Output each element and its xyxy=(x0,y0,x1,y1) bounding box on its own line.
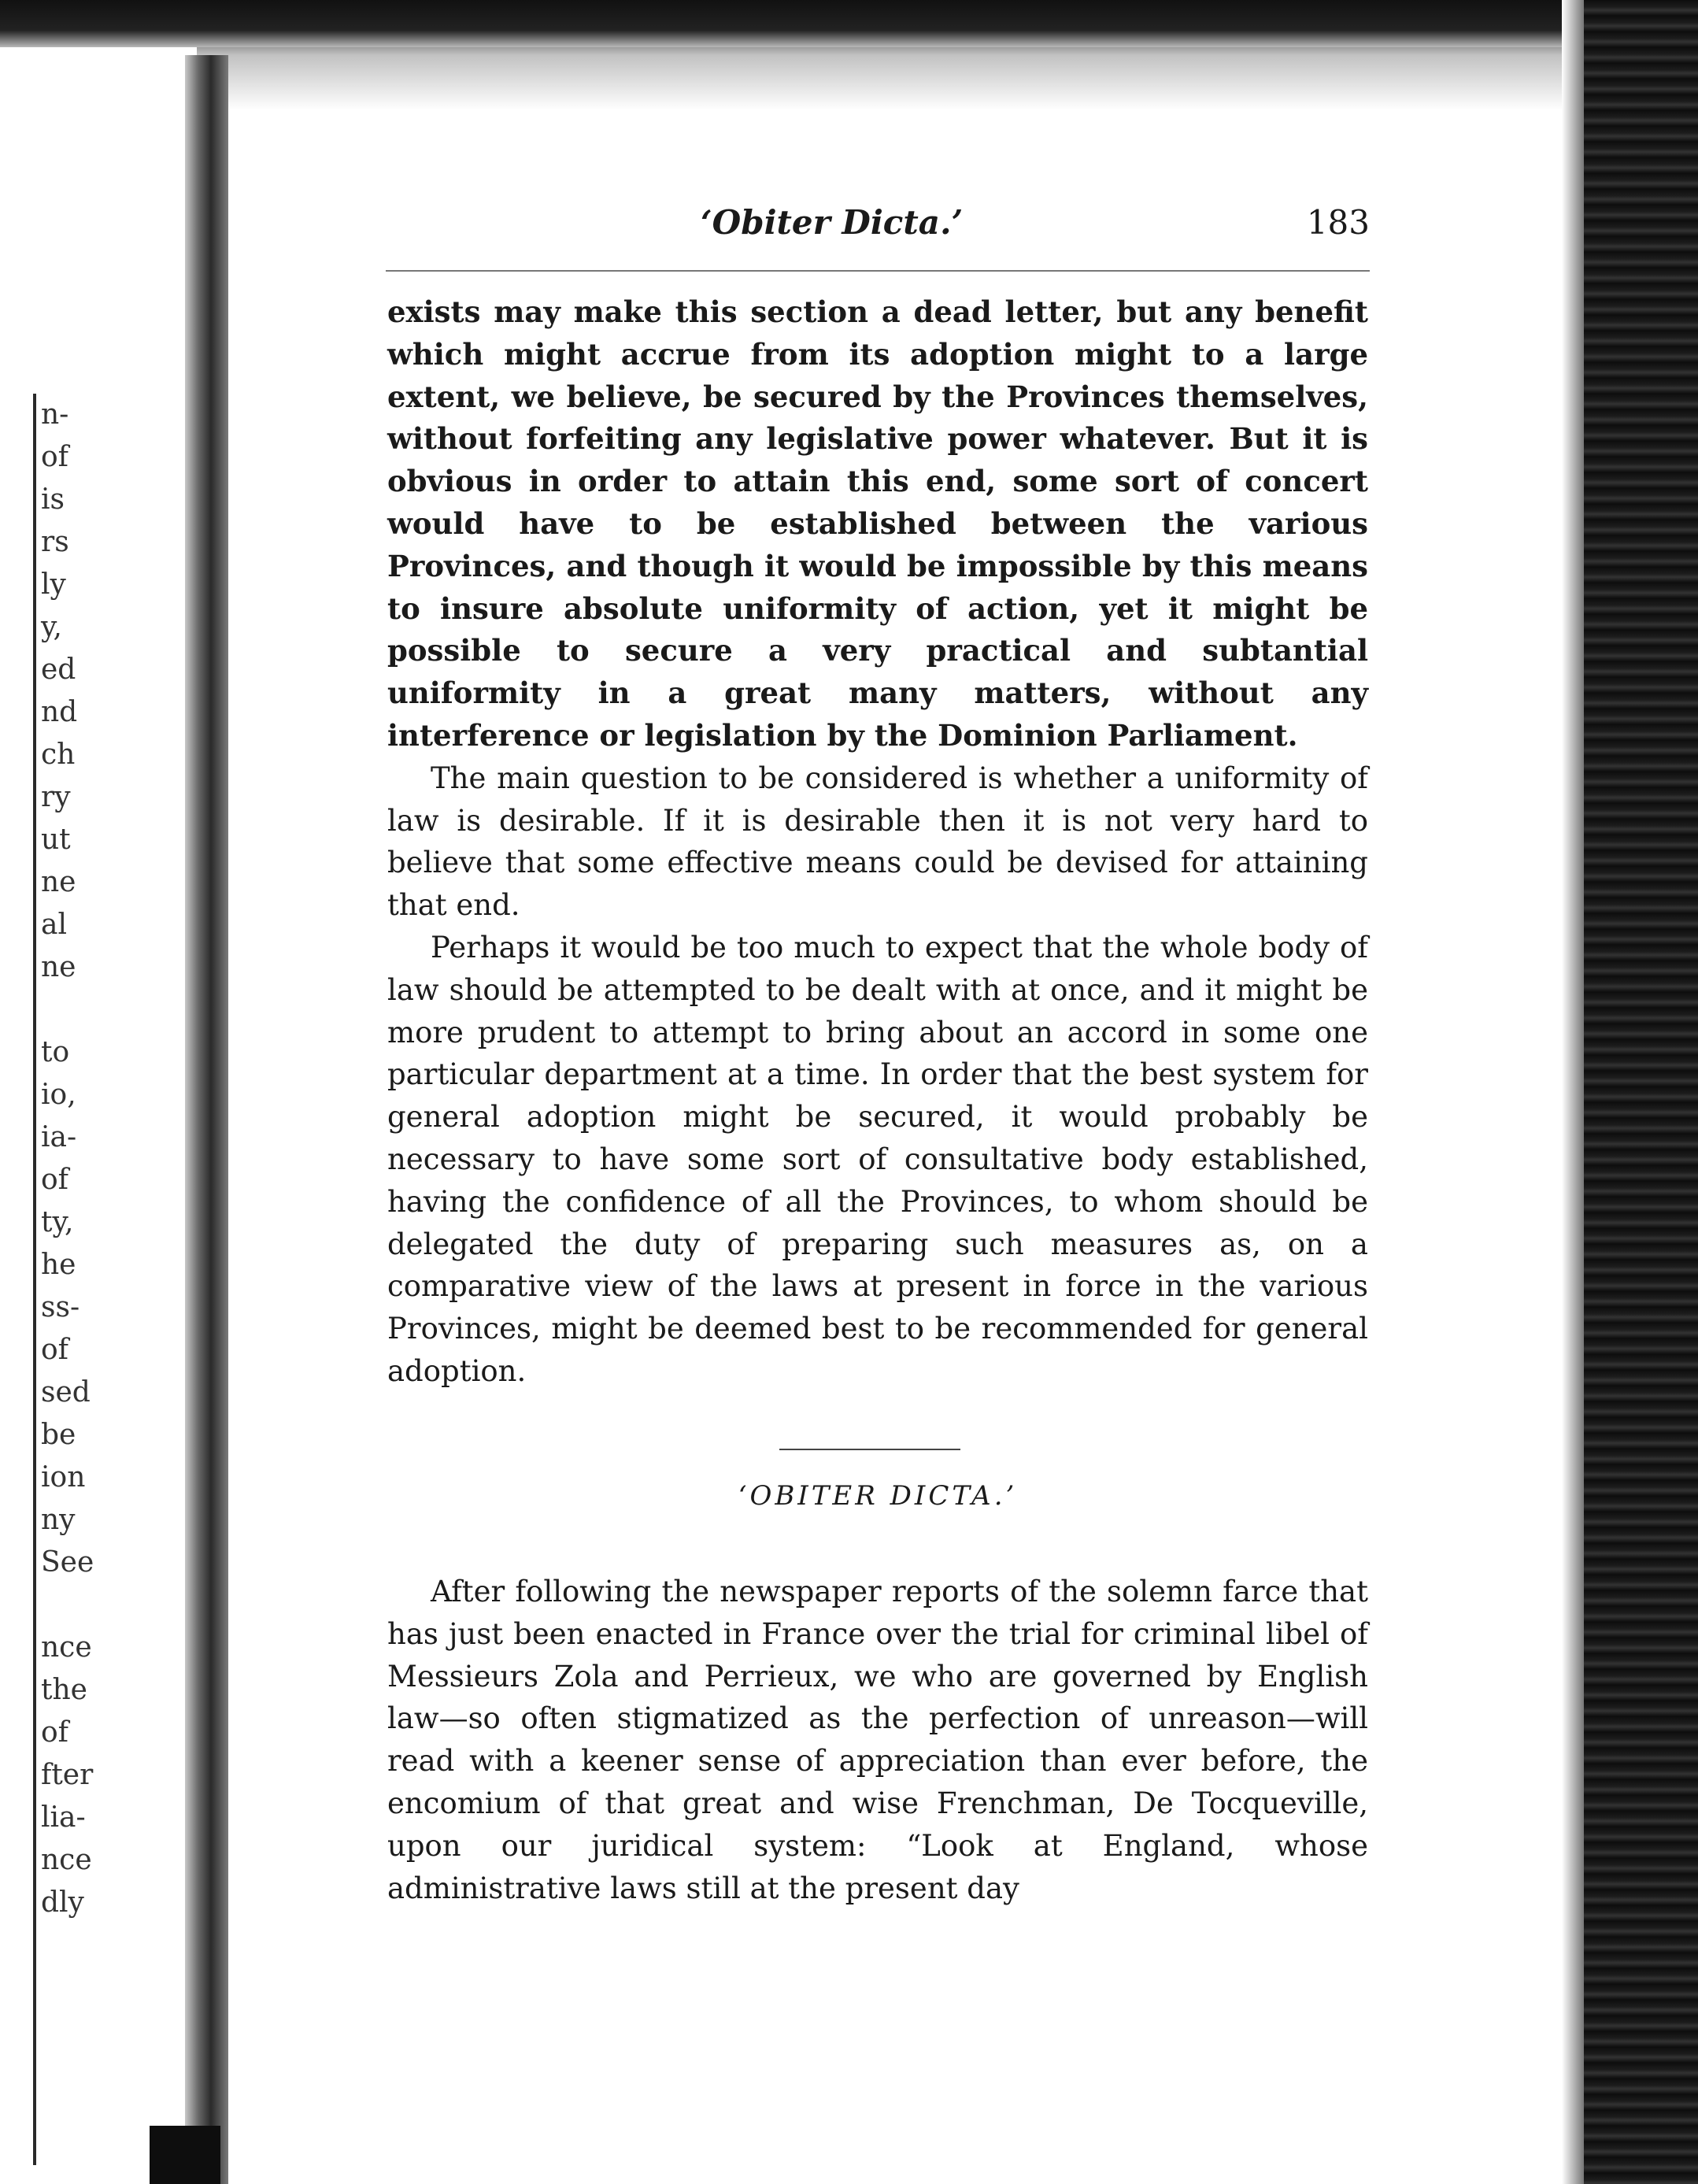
facing-page-fragment: dly xyxy=(41,1886,84,1919)
facing-page-fragment: ss- xyxy=(41,1291,80,1323)
facing-page-fragment: is xyxy=(41,483,65,516)
facing-page-fragment: ch xyxy=(41,738,76,771)
facing-page-fragment xyxy=(41,989,183,1031)
facing-page-fragment: ia- xyxy=(41,1121,77,1153)
facing-page-fragment: ion xyxy=(41,1461,86,1494)
facing-page-fragment: lia- xyxy=(41,1801,86,1834)
facing-page-fragment: to xyxy=(41,1036,70,1068)
facing-page-fragment: of xyxy=(41,1334,68,1366)
page-number: 183 xyxy=(1306,203,1370,242)
running-head-title: ‘Obiter Dicta.’ xyxy=(701,203,964,242)
facing-page-fragment: ry xyxy=(41,781,71,813)
facing-page-fragment xyxy=(41,1584,183,1627)
facing-page-fragment: sed xyxy=(41,1376,91,1408)
article-body xyxy=(387,291,1368,1393)
facing-page-fragment: n- xyxy=(41,398,69,431)
facing-page-fragment: y, xyxy=(41,611,62,643)
facing-page-fragment: io, xyxy=(41,1079,76,1111)
facing-page-fragment: of xyxy=(41,1716,68,1749)
facing-page-fragment: fter xyxy=(41,1759,94,1791)
facing-page-fragment: nce xyxy=(41,1844,92,1876)
facing-page-fragment: the xyxy=(41,1674,87,1706)
facing-page-fragment: rs xyxy=(41,526,69,558)
section-body xyxy=(387,1571,1368,1909)
header-rule xyxy=(386,270,1370,272)
book-binding-shadow xyxy=(185,55,228,2184)
facing-page-fragment: be xyxy=(41,1419,76,1451)
paragraph: Perhaps it would be too much to expect that the whole body of law should be attempted to be dealt with at once, and it might be more prudent to attempt to bring about an accord in some one particular department at a time. In order that the best system for general adoption might be secured, it would probably be necessary to have some sort of consultative body established, having the confidence of all the Provinces, to whom should be delegated the duty of preparing such measures as, on a comparative view of the laws at present in force in the various Provinces, might be deemed best to be recommended for general adoption. xyxy=(387,930,1368,1388)
facing-page-fragment: See xyxy=(41,1546,94,1579)
facing-page-fragment: nd xyxy=(41,696,78,728)
facing-page-fragment: ed xyxy=(41,653,76,686)
facing-page-fragment: of xyxy=(41,1164,68,1196)
paragraph: exists may make this section a dead letter, but any benefit which might accrue from its adoption might to a large extent, we believe, be secured by the Provinces themselves, without forfeiting any legislative power whatever. But it is obvious in order to attain this end, some sort of concert would have to be established between the various Provinces, and though it would be impossible by this means to insure absolute uniformity of action, yet it might be possible to secure a very practical and subtantial uniformity in a great many matters, without any interference or legislation by the Dominion Parliament. xyxy=(387,294,1368,753)
binding-bottom-shadow xyxy=(150,2126,220,2184)
facing-page-gutter-line xyxy=(33,394,36,2165)
scan-top-shadow xyxy=(197,47,1574,110)
paragraph: After following the newspaper reports of the solemn farce that has just been enacted in France over the trial for criminal libel of Messieurs Zola and Perrieux, we who are governed by English law—so often stigmatized as the perfection of unreason—will read with a keener sense of appreciation than ever before, the encomium of that great and wise Frenchman, De Tocqueville, upon our juridical system: “Look at England, whose administrative laws still at the present day xyxy=(387,1575,1368,1905)
facing-page-fragment: ut xyxy=(41,824,71,856)
scan-right-edge xyxy=(1584,0,1698,2184)
facing-page-fragment: he xyxy=(41,1249,76,1281)
facing-page-fragment: ne xyxy=(41,951,76,983)
facing-page-fragment: nce xyxy=(41,1631,92,1664)
paragraph: The main question to be considered is whether a uniformity of law is desirable. If it is desirable then it is not very hard to believe that some effective means could be devised for attaining that end. xyxy=(387,761,1368,923)
section-divider xyxy=(779,1449,960,1450)
facing-page-fragment: ty, xyxy=(41,1206,74,1238)
facing-page-fragment: of xyxy=(41,441,68,473)
facing-page-fragment: ne xyxy=(41,866,76,898)
running-header xyxy=(386,203,1370,258)
facing-page-fragment: ly xyxy=(41,568,66,601)
section-heading: ‘OBITER DICTA.’ xyxy=(738,1480,1018,1512)
facing-page-text-fragments xyxy=(41,394,183,1924)
facing-page-fragment: ny xyxy=(41,1504,76,1536)
facing-page-fragment: al xyxy=(41,909,67,941)
